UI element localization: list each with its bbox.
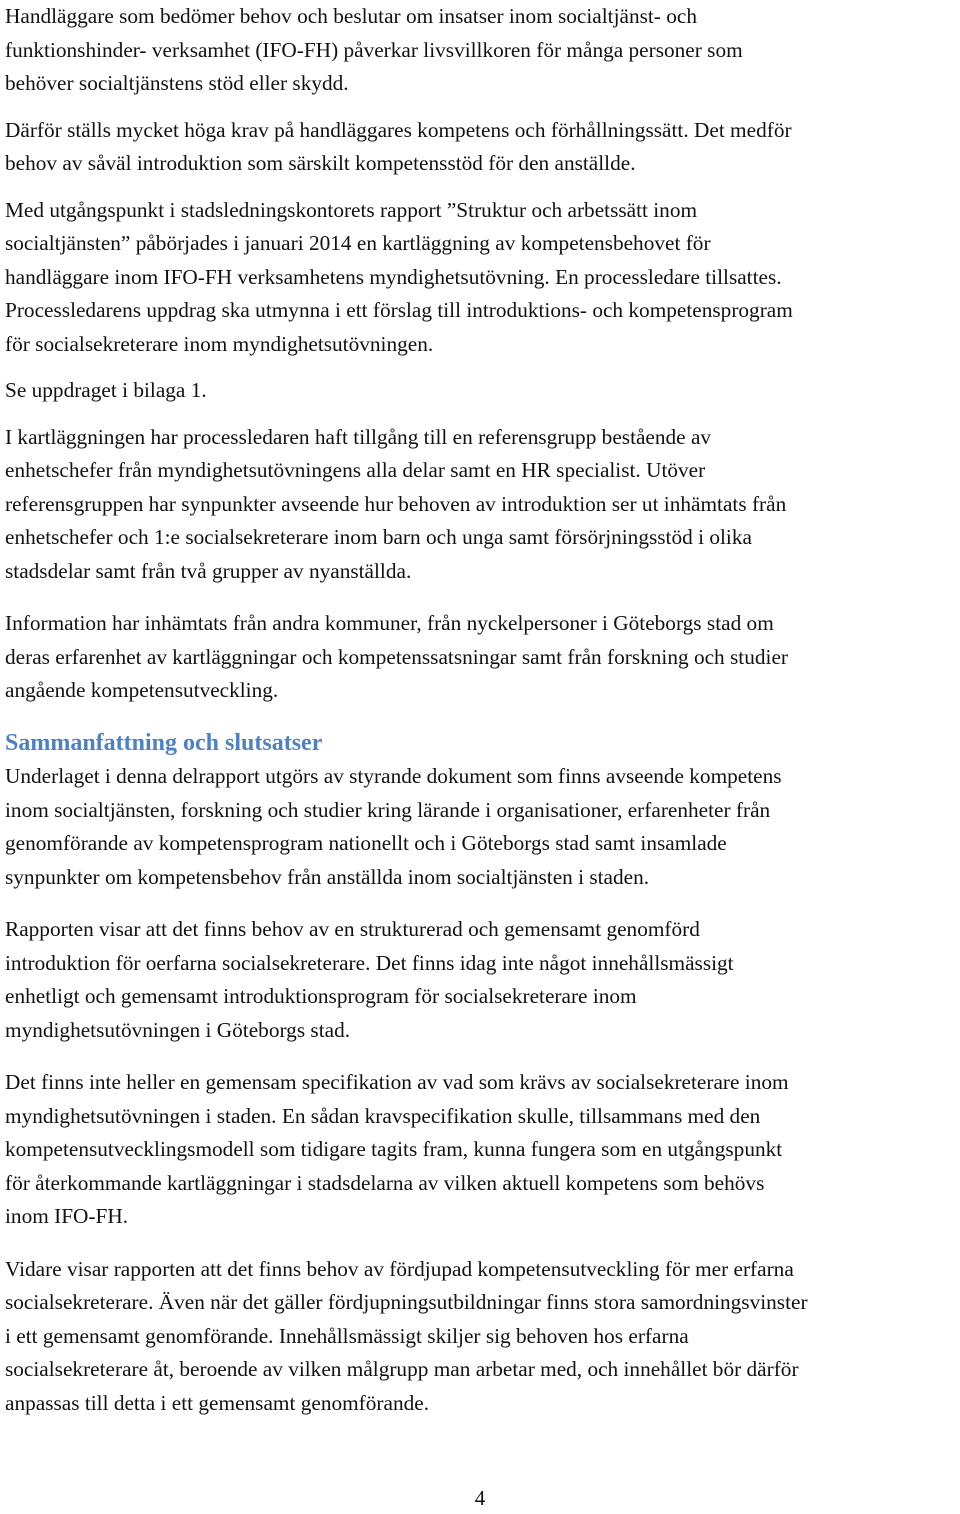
text-line: myndighetsutövningen i Göteborgs stad. — [5, 1017, 351, 1042]
text-line: inom IFO-FH. — [5, 1204, 129, 1228]
text-line: för socialsekreterare inom myndighetsutövningen. — [5, 331, 434, 356]
text-line: handläggare inom IFO-FH verksamhetens myndighetsutövning. En processledare tillsattes. — [5, 264, 782, 289]
text-line: socialtjänsten” påbörjades i januari 2014 en kartläggning av kompetensbehovet för — [5, 231, 711, 255]
paragraph-mapping — [5, 194, 960, 362]
paragraph-introduction-need — [5, 913, 960, 1047]
text-line: Processledarens uppdrag ska utmynna i ett förslag till introduktions- och kompetensprogram — [5, 298, 793, 322]
text-line: Underlaget i denna delrapport utgörs av styrande dokument som finns avseende kompetens — [5, 764, 782, 788]
text-line: Se uppdraget i bilaga 1. — [5, 378, 207, 402]
text-line: socialsekreterare. Även när det gäller fördjupningsutbildningar finns stora samordningsvinster — [5, 1290, 808, 1314]
text-line: I kartläggningen har processledaren haft tillgång till en referensgrupp bestående av — [5, 424, 712, 449]
text-line: Rapporten visar att det finns behov av en strukturerad och gemensamt genomförd — [5, 917, 700, 941]
document-page — [5, 0, 960, 1439]
text-line: behov av såväl introduktion som särskilt kompetensstöd för den anställde. — [5, 151, 636, 175]
text-line: deras erfarenhet av kartläggningar och kompetenssatsningar samt från forskning och studier — [5, 644, 788, 669]
text-line: för återkommande kartläggningar i stadsdelarna av vilken aktuell kompetens som behövs — [5, 1170, 765, 1195]
text-line: enhetschefer från myndighetsutövningens alla delar samt en HR specialist. Utöver — [5, 458, 706, 482]
text-line: behöver socialtjänstens stöd eller skydd. — [5, 71, 349, 95]
text-line: Det finns inte heller en gemensam specifikation av vad som krävs av socialsekreterare inom — [5, 1070, 789, 1094]
text-line: i ett gemensamt genomförande. Innehållsmässigt skiljer sig behoven hos erfarna — [5, 1323, 689, 1348]
text-line: funktionshinder- verksamhet (IFO-FH) påverkar livsvillkoren för många personer som — [5, 37, 743, 62]
text-line: myndighetsutövningen i staden. En sådan kravspecifikation skulle, tillsammans med den — [5, 1103, 761, 1128]
text-line: referensgruppen har synpunkter avseende hur behoven av introduktion ser ut inhämtats från — [5, 491, 787, 516]
text-line: kompetensutvecklingsmodell som tidigare tagits fram, kunna fungera som en utgångspunkt — [5, 1137, 783, 1161]
text-line: socialsekreterare åt, beroende av vilken målgrupp man arbetar med, och innehållet bör därför — [5, 1357, 799, 1381]
text-line: stadsdelar samt från två grupper av nyanställda. — [5, 558, 412, 583]
paragraph-appendix-reference — [5, 374, 960, 408]
text-line: inom socialtjänsten, forskning och studier kring lärande i organisationer, erfarenheter från — [5, 797, 771, 822]
text-line: genomförande av kompetensprogram nationellt och i Göteborgs stad samt insamlade — [5, 831, 727, 855]
text-line: synpunkter om kompetensbehov från anställda inom socialtjänsten i staden. — [5, 864, 650, 889]
text-line: Därför ställs mycket höga krav på handläggares kompetens och förhållningssätt. Det medför — [5, 117, 792, 142]
paragraph-requirements — [5, 114, 960, 181]
text-line: enhetschefer och 1:e socialsekreterare inom barn och unga samt försörjningsstöd i olika — [5, 525, 752, 549]
text-line: Handläggare som bedömer behov och beslutar om insatser inom socialtjänst- och — [5, 4, 697, 28]
text-line: introduktion för oerfarna socialsekreterare. Det finns idag inte något innehållsmässigt — [5, 950, 734, 975]
page-number: 4 — [474, 1486, 486, 1510]
text-line: angående kompetensutveckling. — [5, 678, 279, 702]
section-heading: Sammanfattning och slutsatser — [5, 729, 323, 756]
paragraph-reference-group — [5, 421, 960, 589]
text-line: Med utgångspunkt i stadsledningskontorets rapport ”Struktur och arbetssätt inom — [5, 197, 698, 222]
text-line: enhetligt och gemensamt introduktionsprogram för socialsekreterare inom — [5, 984, 637, 1008]
text-line: Vidare visar rapporten att det finns behov av fördjupad kompetensutveckling för mer erfarna — [5, 1256, 794, 1281]
paragraph-summary-basis — [5, 760, 960, 894]
paragraph-intro — [5, 0, 960, 101]
paragraph-specification — [5, 1066, 960, 1234]
text-line: Information har inhämtats från andra kommuner, från nyckelpersoner i Göteborgs stad om — [5, 611, 774, 635]
paragraph-information-sources — [5, 607, 960, 708]
paragraph-advanced-training — [5, 1253, 960, 1421]
text-line: anpassas till detta i ett gemensamt genomförande. — [5, 1390, 430, 1415]
